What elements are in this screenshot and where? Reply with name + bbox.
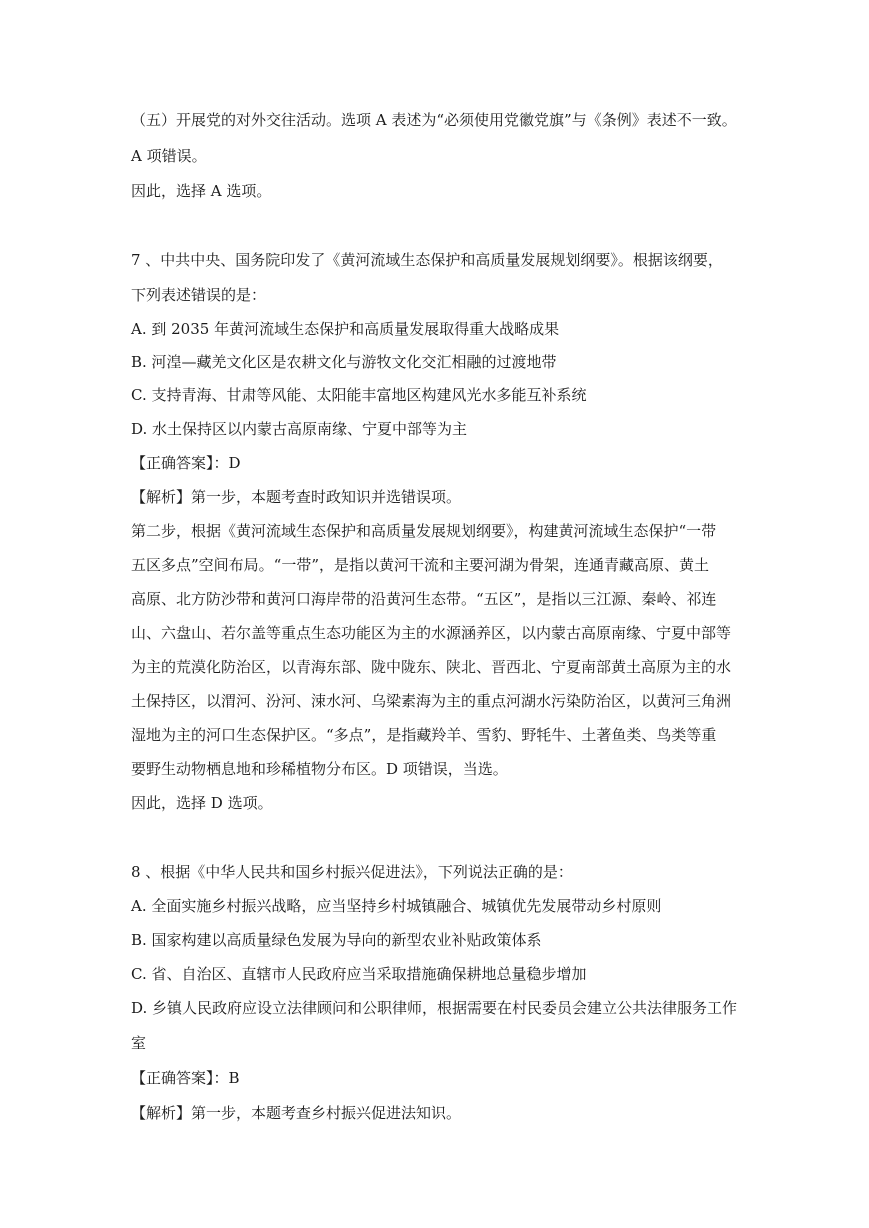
q8-option-b: B. 国家构建以高质量绿色发展为导向的新型农业补贴政策体系 xyxy=(131,931,542,949)
q8-option-c: C. 省、自治区、直辖市人民政府应当采取措施确保耕地总量稳步增加 xyxy=(131,965,587,983)
q7-analysis-step-1: 【解析】第一步，本题考查时政知识并选错误项。 xyxy=(131,488,462,506)
prev-explanation-line-2: A 项错误。 xyxy=(131,147,207,165)
q7-option-c: C. 支持青海、甘肃等风能、太阳能丰富地区构建风光水多能互补系统 xyxy=(131,386,587,404)
q7-analysis-line: 第二步，根据《黄河流域生态保护和高质量发展规划纲要》，构建黄河流域生态保护“一带 xyxy=(131,522,717,540)
q7-analysis-line: 土保持区，以渭河、汾河、涑水河、乌梁素海为主的重点河湖水污染防治区，以黄河三角洲 xyxy=(131,692,732,710)
q7-analysis-line: 为主的荒漠化防治区，以青海东部、陇中陇东、陕北、晋西北、宁夏南部黄土高原为主的水 xyxy=(131,658,732,676)
q7-analysis-line: 五区多点”空间布局。“一带”，是指以黄河干流和主要河湖为骨架，连通青藏高原、黄土 xyxy=(131,556,710,574)
q8-option-a: A. 全面实施乡村振兴战略，应当坚持乡村城镇融合、城镇优先发展带动乡村原则 xyxy=(131,897,662,915)
q8-option-d-line-2: 室 xyxy=(131,1034,147,1052)
q7-analysis-line: 山、六盘山、若尔盖等重点生态功能区为主的水源涵养区，以内蒙古高原南缘、宁夏中部等 xyxy=(131,624,732,642)
q8-analysis-step-1: 【解析】第一步，本题考查乡村振兴促进法知识。 xyxy=(131,1104,462,1122)
prev-conclusion: 因此，选择 A 选项。 xyxy=(131,182,272,200)
q7-option-d: D. 水土保持区以内蒙古高原南缘、宁夏中部等为主 xyxy=(131,420,468,438)
q8-stem: 8 、根据《中华人民共和国乡村振兴促进法》，下列说法正确的是： xyxy=(131,863,573,881)
q7-stem-line-2: 下列表述错误的是： xyxy=(131,286,267,304)
q7-analysis-line: 高原、北方防沙带和黄河口海岸带的沿黄河生态带。“五区”，是指以三江源、秦岭、祁连 xyxy=(131,590,717,608)
q8-option-d-line-1: D. 乡镇人民政府应设立法律顾问和公职律师，根据需要在村民委员会建立公共法律服务工作 xyxy=(131,999,738,1017)
q7-stem-line-1: 7 、中共中央、国务院印发了《黄河流域生态保护和高质量发展规划纲要》。根据该纲要， xyxy=(131,251,723,269)
q8-answer: 【正确答案】：B xyxy=(131,1069,240,1087)
q7-answer: 【正确答案】：D xyxy=(131,454,241,472)
q7-analysis-line: 要野生动物栖息地和珍稀植物分布区。D 项错误，当选。 xyxy=(131,760,508,778)
q7-option-b: B. 河湟—藏羌文化区是农耕文化与游牧文化交汇相融的过渡地带 xyxy=(131,353,557,371)
q7-conclusion: 因此，选择 D 选项。 xyxy=(131,794,273,812)
q7-option-a: A. 到 2035 年黄河流域生态保护和高质量发展取得重大战略成果 xyxy=(131,320,560,338)
q7-analysis-line: 湿地为主的河口生态保护区。“多点”，是指藏羚羊、雪豹、野牦牛、土著鱼类、鸟类等重 xyxy=(131,726,717,744)
prev-explanation-line-1: （五）开展党的对外交往活动。选项 A 表述为“必须使用党徽党旗”与《条例》表述不一致。 xyxy=(131,111,737,129)
